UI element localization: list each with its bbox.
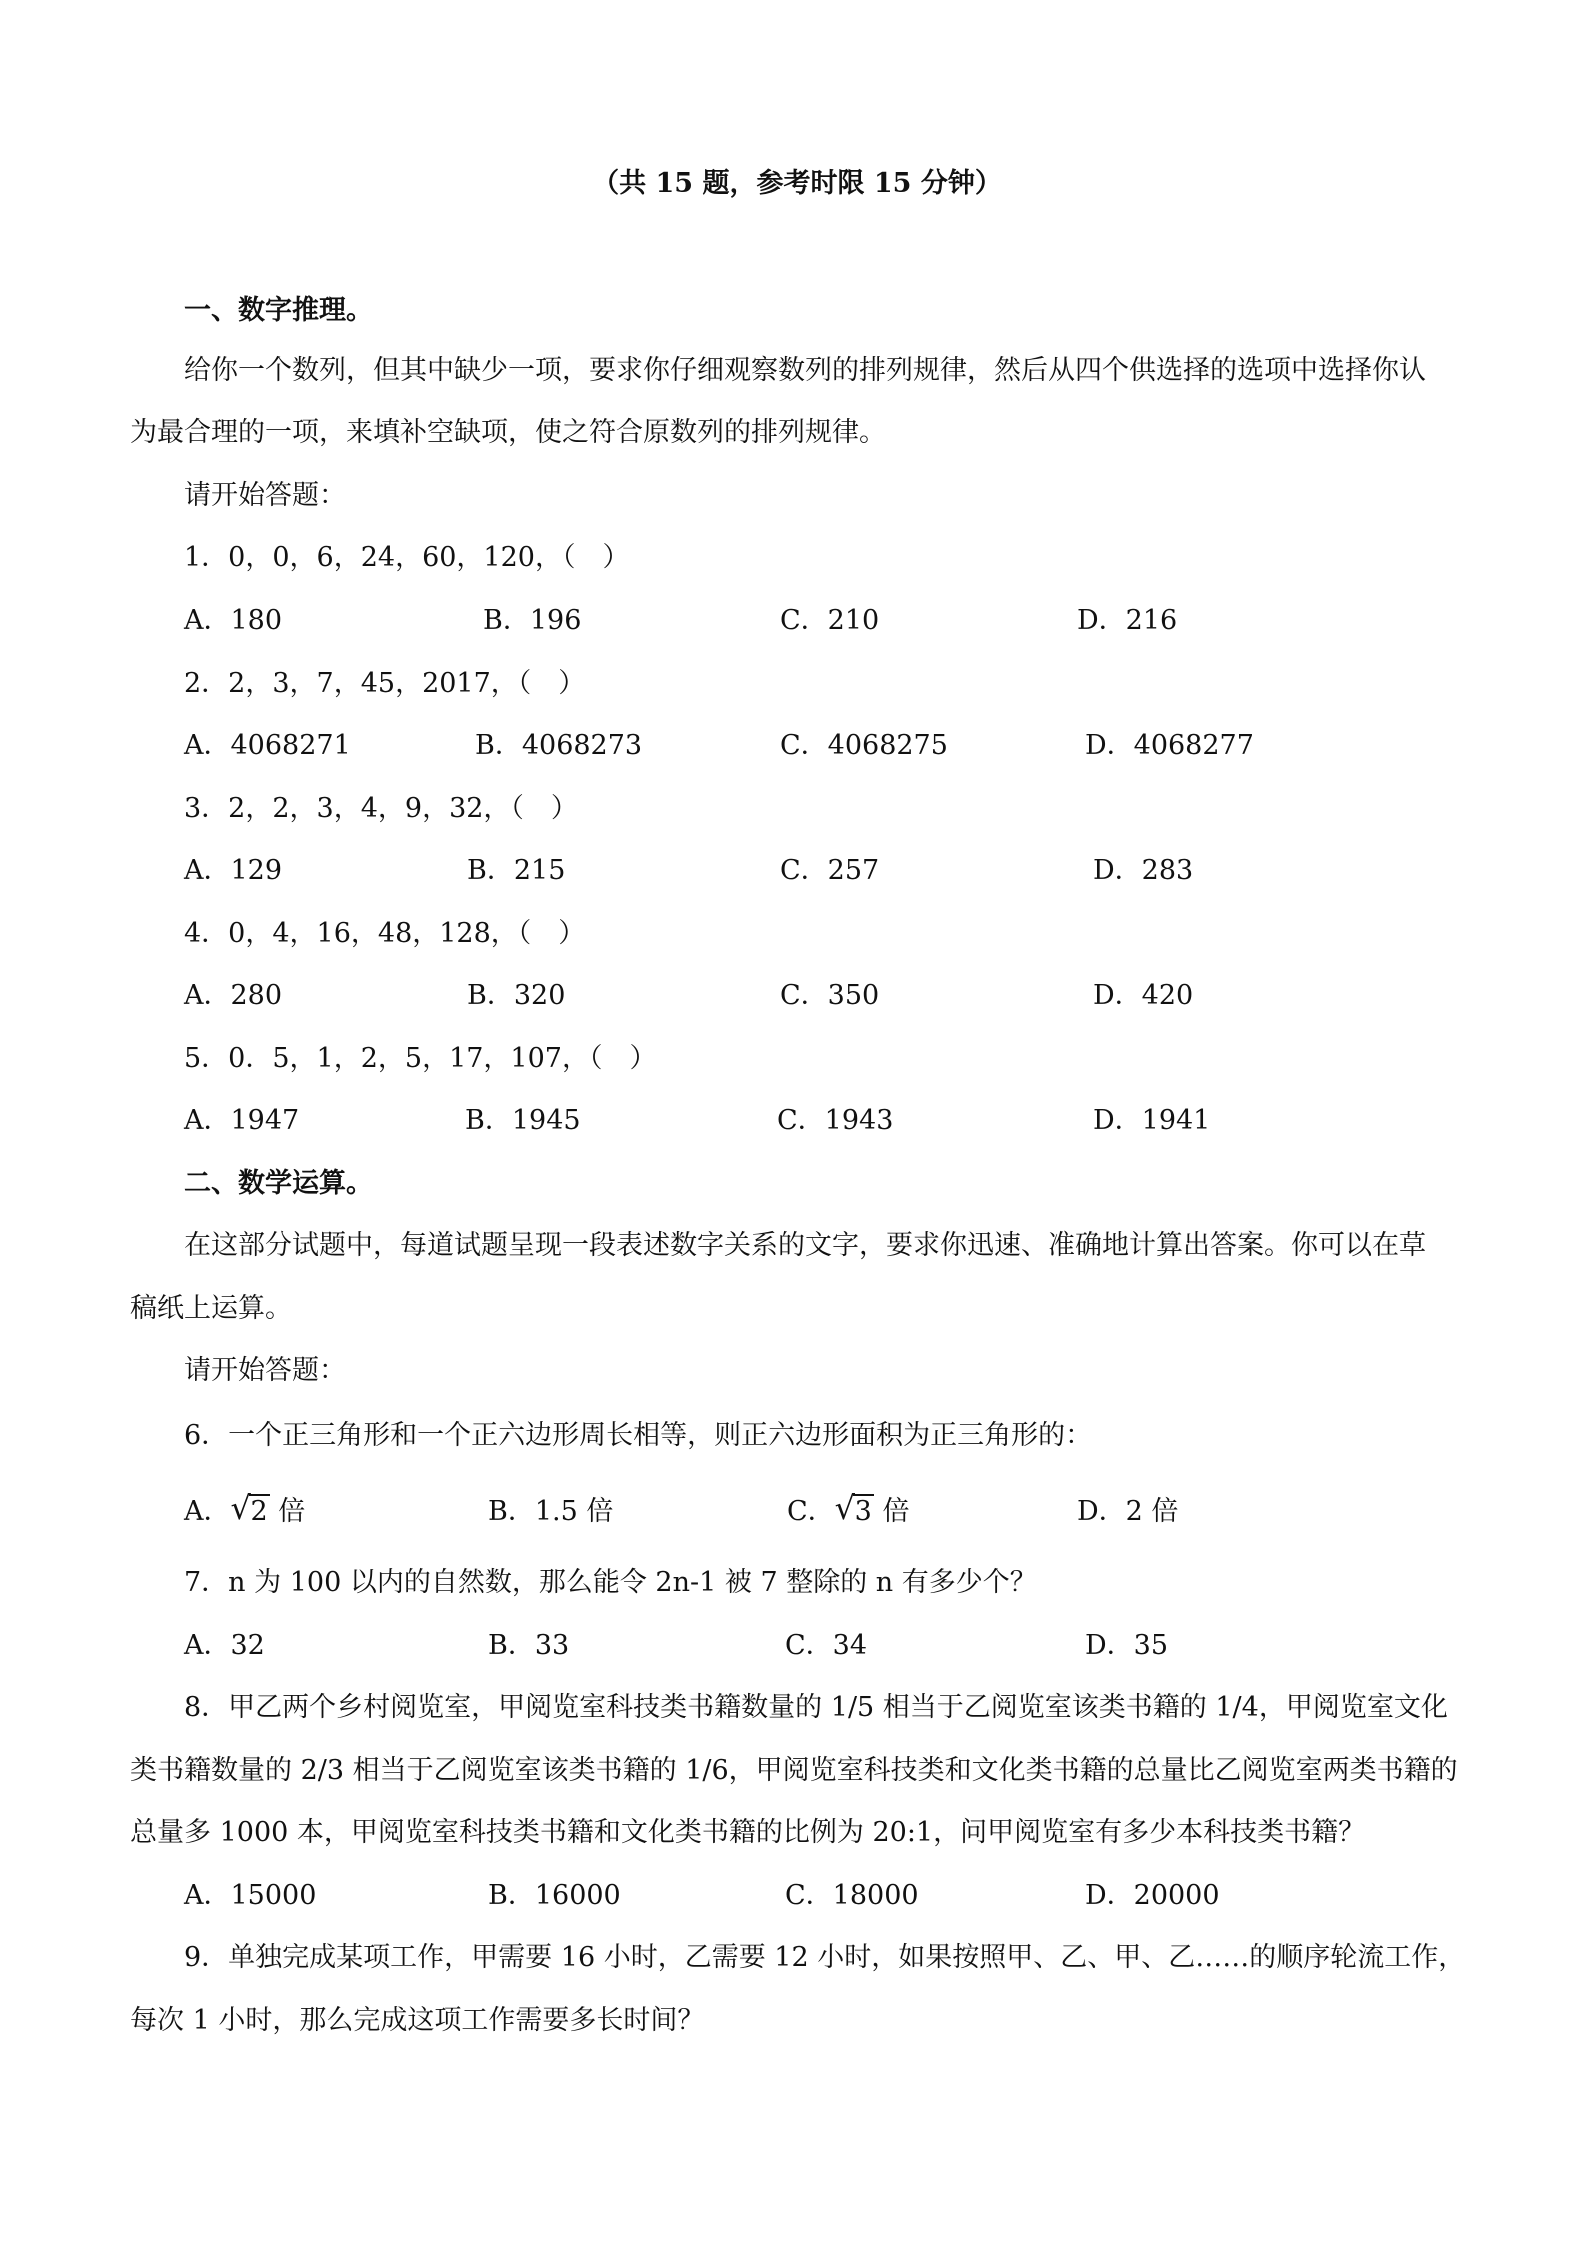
question-5-option-d: D．1941 <box>1093 1105 1211 1136</box>
question-6-stem: 6．一个正三角形和一个正六边形周长相等，则正六边形面积为正三角形的： <box>184 1420 1093 1451</box>
question-3-option-a: A．129 <box>184 855 283 886</box>
section1-start: 请开始答题： <box>184 480 346 511</box>
question-1-stem: 1．0，0，6，24，60，120，（ ） <box>184 542 630 573</box>
question-6-option-a-radicand: 2 <box>250 1496 268 1527</box>
question-5-stem: 5．0．5，1，2，5，17，107，（ ） <box>184 1043 657 1074</box>
question-1-option-a: A．180 <box>184 605 283 636</box>
section1-heading: 一、数字推理。 <box>184 295 373 326</box>
question-4-stem: 4．0，4，16，48，128，（ ） <box>184 918 586 949</box>
section1-instruction-line2: 为最合理的一项，来填补空缺项，使之符合原数列的排列规律。 <box>130 417 886 448</box>
question-6-option-a <box>184 1489 306 1530</box>
question-6-option-c <box>787 1489 910 1530</box>
question-3-option-c: C．257 <box>780 855 880 886</box>
question-3-option-d: D．283 <box>1093 855 1194 886</box>
question-3-option-b: B．215 <box>467 855 566 886</box>
question-6-option-a-suffix: 倍 <box>278 1496 306 1527</box>
sqrt-symbol: √ 2 <box>230 1489 268 1527</box>
question-2-stem: 2．2，3，7，45，2017，（ ） <box>184 668 586 699</box>
question-6-option-c-suffix: 倍 <box>882 1496 910 1527</box>
question-8-option-d: D．20000 <box>1085 1880 1220 1911</box>
question-6-option-c-prefix: C． <box>787 1496 835 1527</box>
question-4-option-d: D．420 <box>1093 980 1194 1011</box>
question-5-option-c: C．1943 <box>777 1105 894 1136</box>
question-5-option-b: B．1945 <box>465 1105 581 1136</box>
section2-heading: 二、数学运算。 <box>184 1168 373 1199</box>
question-9-line1: 9．单独完成某项工作，甲需要 16 小时，乙需要 12 小时，如果按照甲、乙、甲、乙……的顺序轮流工作， <box>184 1942 1466 1973</box>
question-1-option-d: D．216 <box>1077 605 1178 636</box>
question-8-line1: 8．甲乙两个乡村阅览室，甲阅览室科技类书籍数量的 1/5 相当于乙阅览室该类书籍的 1/4，甲阅览室文化 <box>184 1692 1448 1723</box>
question-8-line3: 总量多 1000 本，甲阅览室科技类书籍和文化类书籍的比例为 20:1，问甲阅览室有多少本科技类书籍？ <box>130 1817 1366 1848</box>
question-7-option-b: B．33 <box>488 1630 570 1661</box>
question-2-option-b: B．4068273 <box>475 730 643 761</box>
question-2-option-a: A．4068271 <box>184 730 351 761</box>
question-5-option-a: A．1947 <box>184 1105 300 1136</box>
question-8-option-c: C．18000 <box>785 1880 919 1911</box>
question-6-option-a-prefix: A． <box>184 1496 231 1527</box>
question-7-option-d: D．35 <box>1085 1630 1169 1661</box>
question-2-option-d: D．4068277 <box>1085 730 1254 761</box>
question-6-option-b: B．1.5 倍 <box>488 1496 614 1527</box>
question-4-option-b: B．320 <box>467 980 566 1011</box>
question-8-line2: 类书籍数量的 2/3 相当于乙阅览室该类书籍的 1/6，甲阅览室科技类和文化类书籍的总量比乙阅览室两类书籍的 <box>130 1755 1458 1786</box>
sqrt-symbol: √ 3 <box>834 1489 872 1527</box>
question-8-option-b: B．16000 <box>488 1880 621 1911</box>
question-2-option-c: C．4068275 <box>780 730 948 761</box>
question-7-option-a: A．32 <box>184 1630 265 1661</box>
question-6-option-d: D．2 倍 <box>1077 1496 1179 1527</box>
page-title: （共 15 题，参考时限 15 分钟） <box>592 168 1002 199</box>
section2-instruction-line1: 在这部分试题中，每道试题呈现一段表述数字关系的文字，要求你迅速、准确地计算出答案。你可以在草 <box>184 1230 1426 1261</box>
question-4-option-a: A．280 <box>184 980 283 1011</box>
section2-instruction-line2: 稿纸上运算。 <box>130 1293 292 1324</box>
question-6-option-c-radicand: 3 <box>854 1496 872 1527</box>
question-7-option-c: C．34 <box>785 1630 868 1661</box>
question-8-option-a: A．15000 <box>184 1880 317 1911</box>
question-1-option-b: B．196 <box>483 605 582 636</box>
question-7-stem: 7．n 为 100 以内的自然数，那么能令 2n-1 被 7 整除的 n 有多少个？ <box>184 1567 1037 1598</box>
section2-start: 请开始答题： <box>184 1355 346 1386</box>
question-9-line2: 每次 1 小时，那么完成这项工作需要多长时间？ <box>130 2005 705 2036</box>
question-4-option-c: C．350 <box>780 980 880 1011</box>
section1-instruction-line1: 给你一个数列，但其中缺少一项，要求你仔细观察数列的排列规律，然后从四个供选择的选项中选择你认 <box>184 355 1426 386</box>
question-3-stem: 3．2，2，3，4，9，32，（ ） <box>184 793 578 824</box>
question-1-option-c: C．210 <box>780 605 880 636</box>
